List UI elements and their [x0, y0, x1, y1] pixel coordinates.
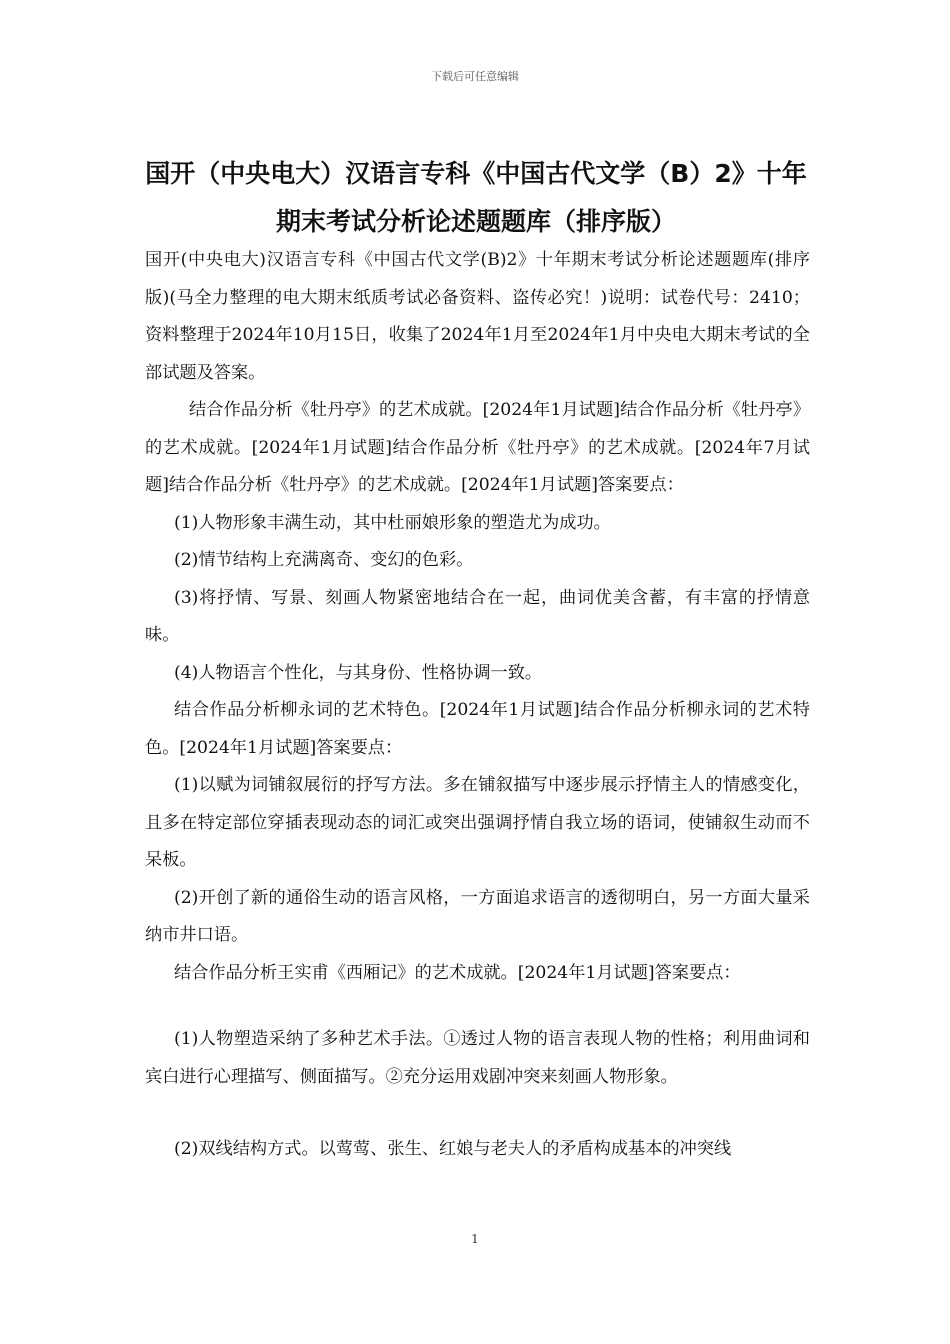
answer-2-point-1: (1)以赋为词铺叙展衍的抒写方法。多在铺叙描写中逐步展示抒情主人的情感变化，且多在特定部位穿插表现动态的词汇或突出强调抒情自我立场的语词，使铺叙生动而不呆板。 [145, 775, 810, 870]
answer-2-point-2: (2)开创了新的通俗生动的语言风格，一方面追求语言的透彻明白，另一方面大量采纳市井口语。 [145, 887, 810, 945]
document-title: 国开（中央电大）汉语言专科《中国古代文学（B）2》十年期末考试分析论述题题库（排序版） [145, 159, 807, 236]
answer-1-point-1: (1)人物形象丰满生动，其中杜丽娘形象的塑造尤为成功。 [174, 512, 611, 533]
answer-1-point-4: (4)人物语言个性化，与其身份、性格协调一致。 [174, 662, 543, 683]
question-2: 结合作品分析柳永词的艺术特色。[2024年1月试题]结合作品分析柳永词的艺术特色。[2024年1月试题]答案要点： [145, 700, 810, 758]
answer-3-point-1: (1)人物塑造采纳了多种艺术手法。①透过人物的语言表现人物的性格；利用曲词和宾白进行心理描写、侧面描写。②充分运用戏剧冲突来刻画人物形象。 [145, 1029, 810, 1087]
answer-3-point-2: (2)双线结构方式。以莺莺、张生、红娘与老夫人的矛盾构成基本的冲突线 [174, 1139, 732, 1159]
header-note: 下载后可任意编辑 [431, 70, 519, 83]
question-3: 结合作品分析王实甫《西厢记》的艺术成就。[2024年1月试题]答案要点： [174, 962, 741, 983]
question-1: 结合作品分析《牡丹亭》的艺术成就。[2024年1月试题]结合作品分析《牡丹亭》的艺术成就。[2024年1月试题]结合作品分析《牡丹亭》的艺术成就。[2024年7月试题]结合作品分析《牡丹亭》的艺术成就。[2024年1月试题]答案要点： [145, 400, 810, 495]
answer-1-point-3: (3)将抒情、写景、刻画人物紧密地结合在一起，曲词优美含蓄，有丰富的抒情意味。 [145, 587, 810, 645]
document-body [145, 242, 810, 1169]
intro-paragraph: 国开(中央电大)汉语言专科《中国古代文学(B)2》十年期末考试分析论述题题库(排序版)(马全力整理的电大期末纸质考试必备资料、盗传必究！)说明：试卷代号：2410；资料整理于2024年10月15日，收集了2024年1月至2024年1月中央电大期末考试的全部试题及答案。 [145, 250, 810, 383]
page-number: 1 [471, 1232, 479, 1246]
answer-1-point-2: (2)情节结构上充满离奇、变幻的色彩。 [174, 550, 474, 570]
